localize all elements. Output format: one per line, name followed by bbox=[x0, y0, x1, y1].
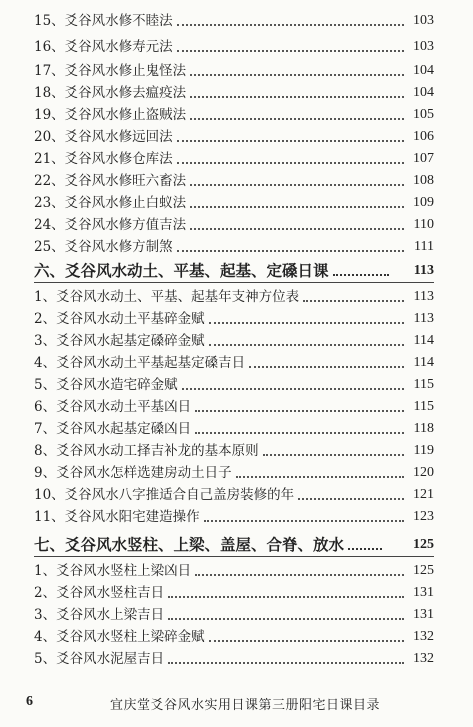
toc-entry-page: 121 bbox=[413, 487, 434, 502]
toc-entry-page: 111 bbox=[414, 239, 434, 254]
leader-dots bbox=[298, 498, 404, 500]
toc-entry-page: 113 bbox=[413, 311, 434, 326]
toc-entry bbox=[24, 508, 434, 526]
leader-dots bbox=[348, 548, 382, 550]
leader-dots bbox=[190, 118, 404, 120]
leader-dots bbox=[190, 96, 404, 98]
toc-entry-title: 3、爻谷风水起基定磉碎金赋 bbox=[34, 333, 205, 349]
toc-entry-page: 105 bbox=[413, 107, 434, 122]
leader-dots bbox=[333, 274, 389, 276]
toc-entry-title: 11、爻谷风水阳宅建造操作 bbox=[34, 509, 200, 525]
toc-entry bbox=[24, 628, 434, 646]
toc-entry bbox=[24, 216, 434, 234]
leader-dots bbox=[209, 640, 404, 642]
leader-dots bbox=[204, 520, 404, 522]
leader-dots bbox=[168, 596, 404, 598]
leader-dots bbox=[190, 184, 404, 186]
toc-entry-page: 114 bbox=[413, 355, 434, 370]
toc-entry-page: 109 bbox=[413, 195, 434, 210]
section-divider bbox=[34, 282, 434, 283]
section-title: 七、爻谷风水竖柱、上梁、盖屋、合脊、放水 bbox=[34, 535, 345, 554]
leader-dots bbox=[177, 162, 404, 164]
toc-entry bbox=[24, 420, 434, 438]
leader-dots bbox=[195, 574, 404, 576]
toc-entry-title: 10、爻谷风水八字推适合自己盖房装修的年 bbox=[34, 487, 295, 503]
toc-entry bbox=[24, 584, 434, 602]
toc-entry-page: 132 bbox=[413, 651, 434, 666]
toc-entry bbox=[24, 354, 434, 372]
toc-section-heading bbox=[34, 536, 434, 554]
toc-entry bbox=[24, 650, 434, 668]
toc-entry-title: 5、爻谷风水造宅碎金赋 bbox=[34, 377, 178, 393]
toc-entry-page: 108 bbox=[413, 173, 434, 188]
toc-entry-title: 21、爻谷风水修仓库法 bbox=[34, 151, 173, 167]
leader-dots bbox=[177, 250, 404, 252]
leader-dots bbox=[182, 388, 404, 390]
toc-entry bbox=[24, 442, 434, 460]
toc-entry bbox=[24, 84, 434, 102]
toc-entry bbox=[24, 194, 434, 212]
toc-entry bbox=[24, 12, 434, 30]
toc-entry-title: 18、爻谷风水修去瘟疫法 bbox=[34, 85, 187, 101]
toc-entry bbox=[24, 606, 434, 624]
toc-entry-title: 2、爻谷风水竖柱吉日 bbox=[34, 585, 165, 601]
running-footer-title: 宜庆堂爻谷风水实用日课第三册阳宅日课目录 bbox=[110, 698, 381, 713]
leader-dots bbox=[209, 322, 404, 324]
leader-dots bbox=[177, 50, 404, 52]
section-divider bbox=[34, 556, 434, 557]
toc-entry-title: 17、爻谷风水修止鬼怪法 bbox=[34, 63, 187, 79]
leader-dots bbox=[190, 228, 404, 230]
toc-entry-page: 104 bbox=[413, 63, 434, 78]
toc-entry-title: 22、爻谷风水修旺六畜法 bbox=[34, 173, 187, 189]
toc-entry-page: 132 bbox=[413, 629, 434, 644]
section-page: 113 bbox=[413, 263, 434, 278]
toc-entry bbox=[24, 486, 434, 504]
toc-entry-title: 8、爻谷风水动工择吉补龙的基本原则 bbox=[34, 443, 259, 459]
leader-dots bbox=[195, 410, 404, 412]
toc-entry-page: 107 bbox=[413, 151, 434, 166]
toc-entry bbox=[24, 288, 434, 306]
toc-entry bbox=[24, 62, 434, 80]
toc-entry bbox=[24, 128, 434, 146]
toc-entry-page: 118 bbox=[413, 421, 434, 436]
toc-entry-page: 115 bbox=[413, 399, 434, 414]
toc-entry bbox=[24, 562, 434, 580]
toc-entry-page: 103 bbox=[413, 13, 434, 28]
toc-entry-page: 115 bbox=[413, 377, 434, 392]
page-number: 6 bbox=[26, 694, 33, 709]
toc-entry-title: 15、爻谷风水修不睦法 bbox=[34, 13, 173, 29]
toc-entry-title: 4、爻谷风水竖柱上梁碎金赋 bbox=[34, 629, 205, 645]
toc-entry bbox=[24, 238, 434, 256]
toc-entry-title: 2、爻谷风水动土平基碎金赋 bbox=[34, 311, 205, 327]
toc-entry bbox=[24, 172, 434, 190]
toc-entry-page: 114 bbox=[413, 333, 434, 348]
toc-entry-page: 120 bbox=[413, 465, 434, 480]
section-title: 六、爻谷风水动土、平基、起基、定磉日课 bbox=[34, 261, 329, 280]
leader-dots bbox=[168, 662, 404, 664]
leader-dots bbox=[236, 476, 404, 478]
toc-entry bbox=[24, 398, 434, 416]
leader-dots bbox=[303, 300, 404, 302]
toc-entry-page: 119 bbox=[413, 443, 434, 458]
toc-entry-title: 19、爻谷风水修止盗贼法 bbox=[34, 107, 187, 123]
toc-entry-page: 110 bbox=[413, 217, 434, 232]
leader-dots bbox=[209, 344, 404, 346]
leader-dots bbox=[177, 24, 404, 26]
toc-entry-title: 24、爻谷风水修方值吉法 bbox=[34, 217, 187, 233]
toc-entry bbox=[24, 150, 434, 168]
toc-entry-title: 20、爻谷风水修远回法 bbox=[34, 129, 173, 145]
toc-entry-page: 113 bbox=[413, 289, 434, 304]
toc-entry-page: 106 bbox=[413, 129, 434, 144]
toc-entry bbox=[24, 464, 434, 482]
toc-entry-page: 131 bbox=[413, 585, 434, 600]
toc-entry bbox=[24, 106, 434, 124]
toc-entry-title: 1、爻谷风水竖柱上梁凶日 bbox=[34, 563, 192, 579]
leader-dots bbox=[190, 206, 404, 208]
leader-dots bbox=[249, 366, 404, 368]
toc-entry-title: 5、爻谷风水泥屋吉日 bbox=[34, 651, 165, 667]
toc-section-heading bbox=[34, 262, 434, 280]
toc-entry-page: 131 bbox=[413, 607, 434, 622]
leader-dots bbox=[195, 432, 404, 434]
toc-entry-title: 6、爻谷风水动土平基凶日 bbox=[34, 399, 192, 415]
toc-entry-page: 123 bbox=[413, 509, 434, 524]
toc-entry-title: 9、爻谷风水怎样选建房动土日子 bbox=[34, 465, 232, 481]
toc-entry-page: 104 bbox=[413, 85, 434, 100]
toc-entry-title: 25、爻谷风水修方制煞 bbox=[34, 239, 173, 255]
leader-dots bbox=[177, 140, 404, 142]
toc-entry-page: 125 bbox=[413, 563, 434, 578]
toc-entry-title: 7、爻谷风水起基定磉凶日 bbox=[34, 421, 192, 437]
toc-entry bbox=[24, 332, 434, 350]
toc-entry-page: 103 bbox=[413, 39, 434, 54]
toc-entry-title: 16、爻谷风水修寿元法 bbox=[34, 39, 173, 55]
section-page: 125 bbox=[413, 537, 434, 552]
toc-entry bbox=[24, 38, 434, 56]
toc-entry-title: 3、爻谷风水上梁吉日 bbox=[34, 607, 165, 623]
leader-dots bbox=[190, 74, 404, 76]
leader-dots bbox=[263, 454, 404, 456]
leader-dots bbox=[168, 618, 404, 620]
toc-entry-title: 4、爻谷风水动土平基起基定磉吉日 bbox=[34, 355, 246, 371]
toc-entry bbox=[24, 310, 434, 328]
toc-entry bbox=[24, 376, 434, 394]
toc-entry-title: 1、爻谷风水动土、平基、起基年支神方位表 bbox=[34, 289, 300, 305]
toc-entry-title: 23、爻谷风水修止白蚁法 bbox=[34, 195, 187, 211]
